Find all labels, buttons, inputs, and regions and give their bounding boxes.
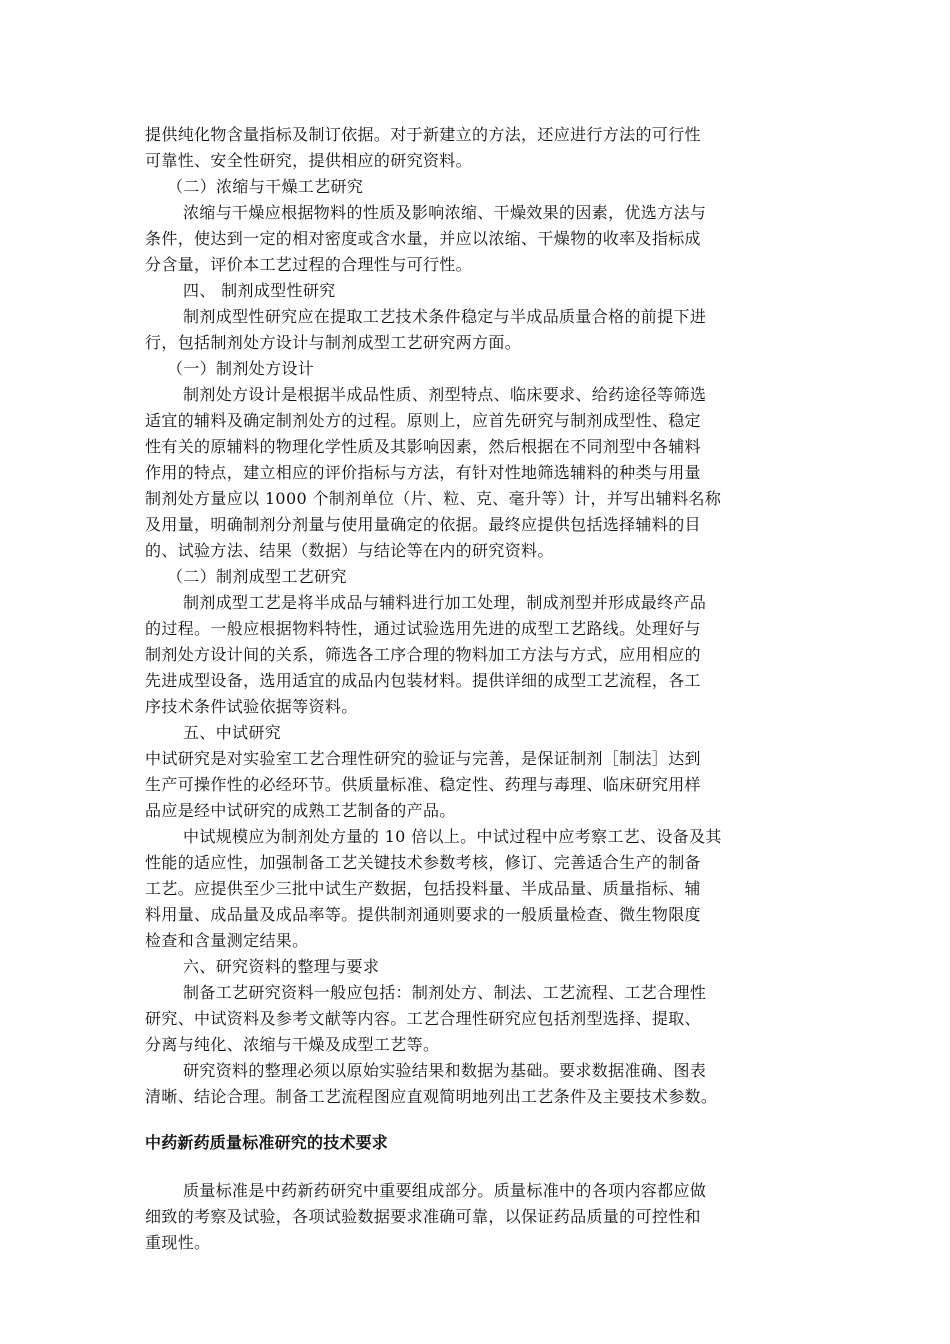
paragraph-line: 清晰、结论合理。制备工艺流程图应直观简明地列出工艺条件及主要技术参数。	[145, 1087, 718, 1106]
paragraph-line: 适宜的辅料及确定制剂处方的过程。原则上，应首先研究与制剂成型性、稳定	[145, 411, 701, 430]
paragraph-line: 制剂成型性研究应在提取工艺技术条件稳定与半成品质量合格的前提下进	[183, 307, 707, 326]
paragraph-line: 生产可操作性的必经环节。供质量标准、稳定性、药理与毒理、临床研究用样	[145, 775, 701, 794]
paragraph-line: 制剂处方量应以 1000 个制剂单位（片、粒、克、毫升等）计，并写出辅料名称	[145, 489, 722, 508]
paragraph-line: 的过程。一般应根据物料特性，通过试验选用先进的成型工艺路线。处理好与	[145, 619, 701, 638]
section-heading: 中药新药质量标准研究的技术要求	[145, 1133, 389, 1152]
paragraph-line: 分离与纯化、浓缩与干燥及成型工艺等。	[145, 1035, 440, 1054]
section-title: 五、中试研究	[183, 723, 282, 742]
paragraph-line: 性有关的原辅料的物理化学性质及其影响因素，然后根据在不同剂型中各辅料	[145, 437, 701, 456]
subsection-title: （二）制剂成型工艺研究	[167, 567, 347, 586]
section-title: 六、研究资料的整理与要求	[183, 957, 380, 976]
paragraph-line: 细致的考察及试验，各项试验数据要求准确可靠，以保证药品质量的可控性和	[145, 1207, 701, 1226]
paragraph-line: 中试研究是对实验室工艺合理性研究的验证与完善，是保证制剂［制法］达到	[145, 749, 701, 768]
paragraph-line: 料用量、成品量及成品率等。提供制剂通则要求的一般质量检查、微生物限度	[145, 905, 701, 924]
paragraph-line: 检查和含量测定结果。	[145, 931, 309, 950]
paragraph-line: 先进成型设备，选用适宜的成品内包装材料。提供详细的成型工艺流程，各工	[145, 671, 701, 690]
paragraph-line: 工艺。应提供至少三批中试生产数据，包括投料量、半成品量、质量指标、辅	[145, 879, 701, 898]
paragraph-line: 制剂成型工艺是将半成品与辅料进行加工处理，制成剂型并形成最终产品	[183, 593, 707, 612]
paragraph-line: 条件，使达到一定的相对密度或含水量，并应以浓缩、干燥物的收率及指标成	[145, 229, 701, 248]
paragraph-line: 性能的适应性，加强制备工艺关键技术参数考核，修订、完善适合生产的制备	[145, 853, 701, 872]
paragraph-line: 浓缩与干燥应根据物料的性质及影响浓缩、干燥效果的因素，优选方法与	[183, 203, 707, 222]
paragraph-line: 行，包括制剂处方设计与制剂成型工艺研究两方面。	[145, 333, 522, 352]
paragraph-line: 质量标准是中药新药研究中重要组成部分。质量标准中的各项内容都应做	[183, 1181, 707, 1200]
paragraph-line: 制剂处方设计间的关系，筛选各工序合理的物料加工方法与方式，应用相应的	[145, 645, 701, 664]
paragraph-line: 可靠性、安全性研究，提供相应的研究资料。	[145, 151, 473, 170]
subsection-title: （一）制剂处方设计	[167, 359, 315, 378]
paragraph-line: 作用的特点，建立相应的评价指标与方法，有针对性地筛选辅料的种类与用量	[145, 463, 701, 482]
paragraph-line: 及用量，明确制剂分剂量与使用量确定的依据。最终应提供包括选择辅料的目	[145, 515, 701, 534]
paragraph-line: 制备工艺研究资料一般应包括：制剂处方、制法、工艺流程、工艺合理性	[183, 983, 707, 1002]
paragraph-line: 品应是经中试研究的成熟工艺制备的产品。	[145, 801, 456, 820]
subsection-title: （二）浓缩与干燥工艺研究	[167, 177, 364, 196]
paragraph-line: 制剂处方设计是根据半成品性质、剂型特点、临床要求、给药途径等筛选	[183, 385, 707, 404]
paragraph-line: 研究资料的整理必须以原始实验结果和数据为基础。要求数据准确、图表	[183, 1061, 707, 1080]
section-title: 四、 制剂成型性研究	[183, 281, 336, 300]
paragraph-line: 重现性。	[145, 1233, 211, 1252]
paragraph-line: 分含量，评价本工艺过程的合理性与可行性。	[145, 255, 473, 274]
section-heading-block	[145, 1130, 810, 1156]
paragraph-line: 序技术条件试验依据等资料。	[145, 697, 358, 716]
paragraph-line: 中试规模应为制剂处方量的 10 倍以上。中试过程中应考察工艺、设备及其	[183, 827, 722, 846]
paragraph-line: 研究、中试资料及参考文献等内容。工艺合理性研究应包括剂型选择、提取、	[145, 1009, 701, 1028]
paragraph-line: 的、试验方法、结果（数据）与结论等在内的研究资料。	[145, 541, 554, 560]
paragraph-line: 提供纯化物含量指标及制订依据。对于新建立的方法，还应进行方法的可行性	[145, 125, 701, 144]
document-page	[145, 122, 810, 1256]
